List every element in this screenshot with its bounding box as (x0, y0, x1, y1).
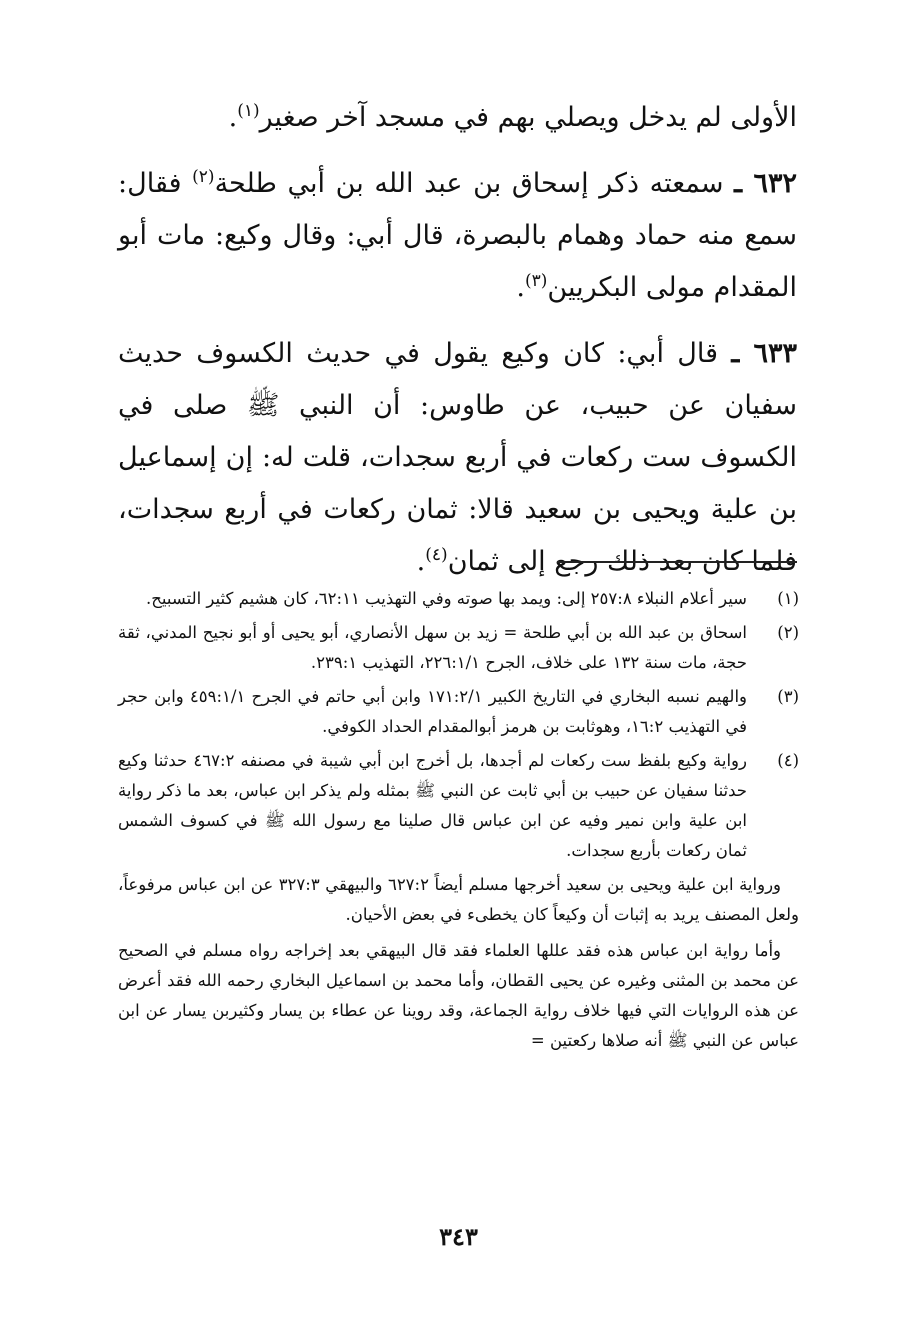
paragraph-632-end: . (516, 272, 525, 303)
footnote-text: رواية وكيع بلفظ ست ركعات لم أجدها، بل أخرج ابن أبي شيبة في مصنفه ٤٦٧:٢ حدثنا وكيع حدثنا سفيان عن حبيب بن أبي ثابت عن النبي ﷺ بمثله ولم يذكر ابن عباس، بعد ما ذكر رواية ابن علية وابن نمير وفيه عن ابن عباس قال صلينا مع رسول الله ﷺ في كسوف الشمس ثمان ركعات بأربع سجدات. (118, 751, 747, 860)
footnote-continuation-2: وأما رواية ابن عباس هذه فقد عللها العلماء فقد قال البيهقي بعد إخراجه رواه مسلم في الصحيح عن محمد بن المثنى وغيره عن يحيى القطان، وأما محمد بن اسماعيل البخاري رحمه الله فقد أعرض عن هذه الروايات التي فيها خلاف رواية الجماعة، وقد روينا عن عطاء بن يسار وكثيربن يسار عن ابن عباس عن النبي ﷺ أنه صلاها ركعتين = (118, 941, 799, 1050)
paragraph-0-text: الأولى لم يدخل ويصلي بهم في مسجد آخر صغير (259, 102, 797, 133)
paragraph-632-text: سمعته ذكر إسحاق بن عبد الله بن أبي طلحة (214, 168, 724, 199)
footnote-text: والهيم نسبه البخاري في التاريخ الكبير ١٧١:٢/١ وابن أبي حاتم في الجرح ٤٥٩:١/١ وابن حجر في التهذيب ١٦:٢، وهوثابت بن هرمز أبوالمقدام الحداد الكوفي. (118, 687, 747, 736)
paragraph-632 (118, 158, 797, 314)
footnote-continuation-1: ورواية ابن علية ويحيى بن سعيد أخرجها مسلم أيضاً ٦٢٧:٢ والبيهقي ٣٢٧:٣ عن ابن عباس مرفوعاً، ولعل المصنف يريد به إثبات أن وكيعاً كان يخطىء في بعض الأحيان. (118, 875, 799, 924)
paragraph-0 (118, 92, 797, 144)
footnote-3 (118, 682, 799, 742)
footnotes (118, 584, 799, 1062)
footnote-ref-1: (١) (237, 101, 260, 121)
footnote-2 (118, 618, 799, 678)
paragraph-0-end: . (228, 102, 238, 133)
footnote-text: سير أعلام النبلاء ٢٥٧:٨ إلى: ويمد بها صوته وفي التهذيب ٦٢:١١، كان هشيم كثير التسبيح. (146, 589, 747, 608)
footnote-number: (٤) (777, 751, 799, 770)
entry-number-633: ٦٣٣ ـ (731, 338, 798, 369)
footnote-number: (٢) (777, 623, 799, 642)
footnote-ref-3: (٣) (524, 271, 548, 291)
paragraph-633-end: . (416, 546, 426, 577)
footnote-text: اسحاق بن عبد الله بن أبي طلحة = زيد بن سهل الأنصاري، أبو يحيى أو أبو نجيح المدني، ثقة حجة، مات سنة ١٣٢ على خلاف، الجرح ٢٢٦:١/١، التهذيب ٢٣٩:١. (118, 623, 747, 672)
footnote-ref-4: (٤) (425, 545, 448, 565)
footnote-number: (٣) (777, 687, 799, 706)
footnote-4 (118, 746, 799, 866)
paragraph-632-rest: فقال: سمع منه حماد وهمام بالبصرة، قال أبي: وقال وكيع: مات أبو المقدام مولى البكريين (118, 168, 797, 303)
page-number: ٣٤٣ (439, 1222, 478, 1251)
entry-number-632: ٦٣٢ ـ (734, 168, 797, 199)
footnote-number: (١) (777, 589, 799, 608)
paragraph-633-text: قال أبي: كان وكيع يقول في حديث الكسوف حديث سفيان عن حبيب، عن طاوس: أن النبي ﷺ صلى في الكسوف ست ركعات في أربع سجدات، قلت له: إن إسماعيل بن علية ويحيى بن سعيد قالا: ثمان ركعات في أربع سجدات، فلما كان بعد ذلك رجع إلى ثمان (118, 338, 797, 577)
footnote-divider (557, 561, 797, 563)
footnote-1 (118, 584, 799, 614)
footnote-ref-2: (٢) (192, 167, 215, 187)
paragraph-633 (118, 328, 797, 588)
main-text (118, 92, 797, 602)
